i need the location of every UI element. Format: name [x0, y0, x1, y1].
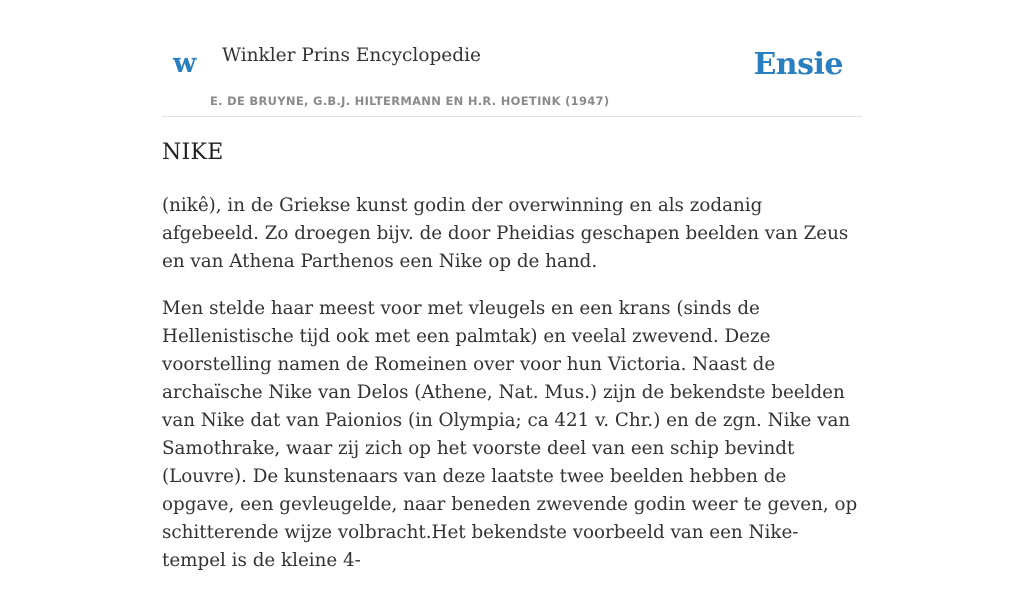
entry-paragraph: Men stelde haar meest voor met vleugels en een krans (sinds de Hellenistische tijd ook met een palmtak) en veelal zwevend. Deze voorstelling namen de Romeinen over voor hun Victoria. Naast de archaïsche Nike van Delos (Athene, Nat. Mus.) zijn de bekendste beelden van Nike dat van Paionios (in Olympia; ca 421 v. Chr.) en de zgn. Nike van Samothrake, waar zij zich op het voorste deel van een schip bevindt (Louvre). De kunstenaars van deze laatste twee beelden hebben de opgave, een gevleugelde, naar beneden zwevende godin weer te geven, op schitterende wijze volbracht.Het bekendste voorbeeld van een Nike-tempel is de kleine 4-: [162, 298, 858, 571]
ensie-logo[interactable]: Ensie: [753, 47, 843, 82]
entry-body: [162, 192, 862, 594]
book-title[interactable]: Winkler Prins Encyclopedie: [222, 45, 481, 66]
page: [162, 0, 862, 571]
entry-paragraph: (nikê), in de Griekse kunst godin der overwinning en als zodanig afgebeeld. Zo droegen bijv. de door Pheidias geschapen beelden van Zeus en van Athena Parthenos een Nike op de hand.: [162, 195, 849, 272]
winkler-prins-logo[interactable]: w: [173, 48, 197, 79]
entry-title: NIKE: [162, 140, 224, 165]
authors-line: E. DE BRUYNE, G.B.J. HILTERMANN EN H.R. HOETINK (1947): [210, 94, 610, 108]
header: [162, 0, 862, 117]
